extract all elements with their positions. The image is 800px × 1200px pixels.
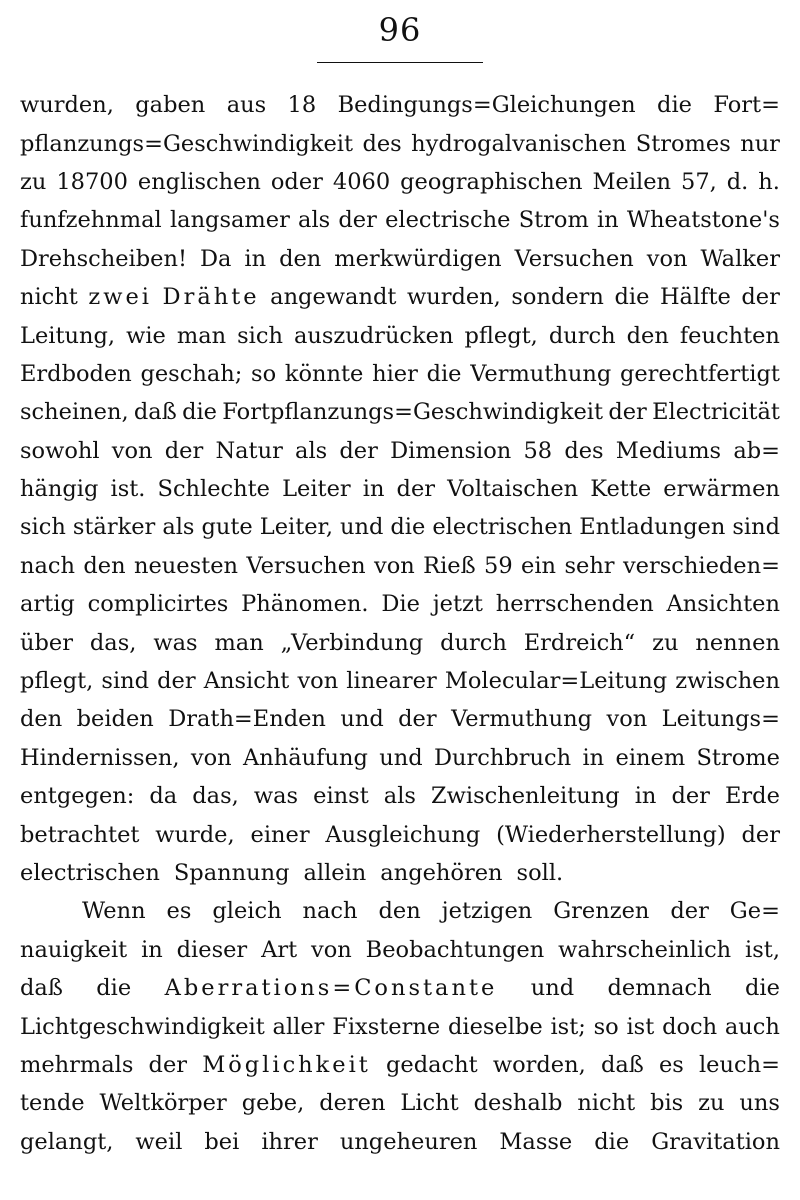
word: Ausgleichung xyxy=(325,821,481,848)
word: hydrogalvanischen xyxy=(411,130,627,157)
word: Die xyxy=(381,591,420,618)
word: Voltaischen xyxy=(447,476,579,503)
word: pflegt, xyxy=(464,322,538,349)
word: ungeheuren xyxy=(339,1128,478,1155)
word: h. xyxy=(758,168,780,195)
word: Weltkörper xyxy=(99,1090,227,1117)
word: tende xyxy=(20,1090,85,1117)
word: der xyxy=(157,668,196,695)
word: entgegen: xyxy=(20,783,135,810)
word: des xyxy=(362,130,402,157)
word: sich xyxy=(20,514,66,541)
word: was xyxy=(153,629,198,656)
word: Spannung xyxy=(173,860,290,886)
word: langsamer xyxy=(169,207,290,234)
word: pflanzungs=Geschwindigkeit xyxy=(20,130,354,157)
word: Art xyxy=(261,936,298,963)
word: als xyxy=(298,207,331,234)
word: von xyxy=(190,744,232,771)
word: der xyxy=(671,783,710,810)
word: jetzigen xyxy=(441,898,533,925)
text-line xyxy=(20,1084,780,1122)
word: nennen xyxy=(695,629,780,656)
text-line xyxy=(20,1123,780,1161)
word: 57, xyxy=(681,168,717,195)
word: und xyxy=(340,514,384,541)
word: Schlechte xyxy=(157,476,270,503)
word: Grenzen xyxy=(553,898,650,925)
word: 59 xyxy=(484,552,513,579)
word: leuch= xyxy=(698,1051,780,1078)
word: Bedingungs=Gleichungen xyxy=(337,92,636,119)
word: sondern xyxy=(511,284,604,311)
word: uns xyxy=(739,1090,780,1117)
word: sowohl xyxy=(20,437,100,464)
word: daß xyxy=(600,1051,644,1078)
word: des xyxy=(564,437,604,464)
word: ist xyxy=(626,1013,655,1040)
text-line xyxy=(20,278,780,316)
word: betrachtet xyxy=(20,821,140,848)
word: Kette xyxy=(590,476,652,503)
word: es xyxy=(166,898,192,925)
word: complicirtes xyxy=(87,591,229,618)
word: electrische xyxy=(385,207,511,234)
word: 18 xyxy=(287,92,317,119)
word: Drath=Enden xyxy=(168,706,326,733)
word: demnach xyxy=(607,975,712,1002)
word: gedacht xyxy=(386,1051,478,1078)
word: als xyxy=(162,514,195,541)
word: angehören xyxy=(380,860,503,886)
word: die xyxy=(657,92,692,119)
word: ihrer xyxy=(261,1128,318,1155)
word: Ge= xyxy=(729,898,780,925)
word: nicht xyxy=(577,1090,636,1117)
word: zwischen xyxy=(675,668,780,695)
word: zwei xyxy=(88,284,152,311)
word: Hindernissen, xyxy=(20,744,180,771)
text-line xyxy=(20,432,780,470)
word: könnte xyxy=(284,360,364,387)
word: Mediums xyxy=(615,437,722,464)
word: Electricität xyxy=(652,399,780,426)
word: der xyxy=(398,706,437,733)
word: den xyxy=(20,706,63,733)
word: und xyxy=(340,706,384,733)
word: Licht xyxy=(400,1090,459,1117)
text-line xyxy=(20,969,780,1007)
word: die xyxy=(390,514,426,541)
text-line xyxy=(20,547,780,585)
word: Erdreich“ xyxy=(523,629,636,656)
word: Ansichten xyxy=(666,591,780,618)
word: soll. xyxy=(516,860,564,886)
word: Masse xyxy=(499,1128,573,1155)
word: ab= xyxy=(733,437,780,464)
word: Ansicht xyxy=(203,668,290,695)
word: Erdboden xyxy=(20,360,132,387)
word: ein xyxy=(521,552,557,579)
word: Da xyxy=(199,245,232,272)
word: stärker xyxy=(72,514,156,541)
word: von xyxy=(646,245,688,272)
text-line xyxy=(20,700,780,738)
word: Natur xyxy=(215,437,283,464)
text-line xyxy=(20,854,780,892)
word: über xyxy=(20,629,73,656)
word: wie xyxy=(126,322,166,349)
word: neuesten xyxy=(134,552,239,579)
word: nauigkeit xyxy=(20,936,128,963)
word: Vermuthung xyxy=(470,360,612,387)
word: einem xyxy=(615,744,686,771)
word: ist. xyxy=(110,476,146,503)
word: der xyxy=(608,399,647,426)
word: daß xyxy=(133,399,177,426)
text-line xyxy=(20,86,780,124)
word: das, xyxy=(89,629,137,656)
word: den xyxy=(378,898,421,925)
word: Leitungs= xyxy=(661,706,780,733)
word: Hälfte xyxy=(659,284,731,311)
word: zu xyxy=(652,629,679,656)
word: deshalb xyxy=(473,1090,563,1117)
word: auch xyxy=(724,1013,780,1040)
word: Strom xyxy=(518,207,589,234)
word: nach xyxy=(302,898,358,925)
word: jetzt xyxy=(432,591,483,618)
word: (Wiederherstellung) xyxy=(496,821,726,848)
word: Entladungen xyxy=(579,514,726,541)
word: von xyxy=(606,706,648,733)
word: feuchten xyxy=(679,322,780,349)
word: sind xyxy=(101,668,150,695)
text-line xyxy=(20,777,780,815)
word: nicht xyxy=(20,284,78,311)
word: nach xyxy=(20,552,75,579)
text-line xyxy=(20,1046,780,1084)
word: Fortpflanzungs=Geschwindigkeit xyxy=(222,399,604,426)
word: Vermuthung xyxy=(451,706,593,733)
word: Drehscheiben! xyxy=(20,245,188,272)
word: scheinen, xyxy=(20,399,129,426)
word: der xyxy=(396,476,436,503)
text-line xyxy=(20,316,780,354)
word: durch xyxy=(440,629,507,656)
word: den xyxy=(626,322,669,349)
word: electrischen xyxy=(20,860,160,886)
text-line xyxy=(20,1007,780,1045)
text-line xyxy=(20,892,780,930)
word: und xyxy=(379,744,423,771)
word: die xyxy=(594,1128,630,1155)
word: von xyxy=(297,668,339,695)
word: in xyxy=(596,207,619,234)
body-text xyxy=(20,86,780,1161)
text-line xyxy=(20,739,780,777)
word: man xyxy=(176,322,227,349)
word: bis xyxy=(650,1090,684,1117)
word: Phänomen. xyxy=(241,591,369,618)
word: mehrmals xyxy=(20,1051,134,1078)
word: dieselbe xyxy=(447,1013,543,1040)
word: Versuchen xyxy=(514,245,634,272)
word: sind xyxy=(732,514,780,541)
word: Möglichkeit xyxy=(202,1051,371,1078)
word: gute xyxy=(201,514,253,541)
text-line xyxy=(20,240,780,278)
word: der xyxy=(338,207,377,234)
word: die xyxy=(426,360,462,387)
word: Zwischenleitung xyxy=(431,783,620,810)
word: allein xyxy=(303,860,367,886)
word: Leiter, xyxy=(259,514,333,541)
word: Strome xyxy=(696,744,780,771)
word: wahrscheinlich xyxy=(558,936,732,963)
word: gelangt, xyxy=(20,1128,114,1155)
word: so xyxy=(251,360,277,387)
word: gerechtfertigt xyxy=(619,360,780,387)
word: verschieden= xyxy=(622,552,780,579)
word: herrschenden xyxy=(495,591,654,618)
word: Rieß xyxy=(423,552,476,579)
word: doch xyxy=(662,1013,718,1040)
word: man xyxy=(214,629,264,656)
word: in xyxy=(141,936,163,963)
word: sich xyxy=(237,322,283,349)
word: Dimension xyxy=(390,437,512,464)
word: worden, xyxy=(492,1051,586,1078)
text-line xyxy=(20,931,780,969)
text-line xyxy=(20,355,780,393)
word: in xyxy=(582,744,605,771)
word: Leiter xyxy=(282,476,351,503)
word: ist, xyxy=(745,936,780,963)
word: weil xyxy=(135,1128,183,1155)
word: das, xyxy=(192,783,239,810)
word: wurden, xyxy=(20,92,114,119)
page-number: 96 xyxy=(378,11,422,49)
word: auszudrücken xyxy=(293,322,454,349)
text-line xyxy=(20,662,780,700)
word: den xyxy=(83,552,126,579)
word: Lichtgeschwindigkeit xyxy=(20,1013,265,1040)
word: der xyxy=(741,821,780,848)
word: Walker xyxy=(700,245,780,272)
word: gleich xyxy=(212,898,282,925)
word: nur xyxy=(740,130,780,157)
word: einer xyxy=(250,821,310,848)
word: aller xyxy=(272,1013,325,1040)
word: sehr xyxy=(564,552,615,579)
word: angewandt xyxy=(270,284,397,311)
text-line xyxy=(20,163,780,201)
word: hier xyxy=(372,360,418,387)
word: „Verbindung xyxy=(280,629,424,656)
word: in xyxy=(634,783,657,810)
text-line xyxy=(20,623,780,661)
word: Aberrations=Constante xyxy=(164,975,498,1002)
word: Drähte xyxy=(162,284,260,311)
word: von xyxy=(374,552,415,579)
word: wurde, xyxy=(155,821,235,848)
word: Molecular=Leitung xyxy=(444,668,668,695)
text-line xyxy=(20,815,780,853)
word: der xyxy=(741,284,780,311)
word: geschah; xyxy=(140,360,243,387)
word: zu xyxy=(698,1090,725,1117)
word: von xyxy=(311,936,352,963)
word: Beobachtungen xyxy=(365,936,545,963)
word: deren xyxy=(319,1090,386,1117)
word: englischen xyxy=(137,168,261,195)
word: wurden, xyxy=(406,284,501,311)
word: der xyxy=(339,437,378,464)
word: Versuchen xyxy=(246,552,366,579)
word: die xyxy=(614,284,650,311)
word: Leitung, xyxy=(20,322,116,349)
word: gaben xyxy=(135,92,206,119)
word: und xyxy=(530,975,575,1002)
word: zu xyxy=(20,168,47,195)
word: die xyxy=(745,975,780,1002)
word: in xyxy=(244,245,267,272)
word: von xyxy=(111,437,153,464)
word: der xyxy=(164,437,204,464)
header-rule xyxy=(317,62,483,63)
word: da xyxy=(149,783,178,810)
text-line xyxy=(20,470,780,508)
word: erwärmen xyxy=(663,476,780,503)
word: der xyxy=(148,1051,188,1078)
word: in xyxy=(362,476,385,503)
word: Gravitation xyxy=(651,1128,780,1155)
word: einst xyxy=(313,783,369,810)
text-line xyxy=(20,508,780,546)
word: was xyxy=(253,783,299,810)
word: electrischen xyxy=(432,514,573,541)
word: gebe, xyxy=(241,1090,305,1117)
word: Erde xyxy=(724,783,780,810)
word: dieser xyxy=(176,936,248,963)
word: als xyxy=(383,783,416,810)
word: merkwürdigen xyxy=(334,245,502,272)
word: den xyxy=(279,245,322,272)
word: beiden xyxy=(76,706,154,733)
word: oder xyxy=(270,168,323,195)
word: als xyxy=(295,437,328,464)
word: Durchbruch xyxy=(433,744,572,771)
word: Stromes xyxy=(635,130,731,157)
word: der xyxy=(670,898,709,925)
word: Wenn xyxy=(82,898,146,925)
word: linearer xyxy=(346,668,437,695)
text-line xyxy=(20,124,780,162)
word: durch xyxy=(548,322,616,349)
word: bei xyxy=(204,1128,240,1155)
word: artig xyxy=(20,591,75,618)
text-line xyxy=(20,585,780,623)
word: d. xyxy=(726,168,749,195)
word: die xyxy=(182,399,217,426)
word: es xyxy=(658,1051,684,1078)
word: Wheatstone's xyxy=(626,207,780,234)
word: aus xyxy=(226,92,267,119)
word: die xyxy=(96,975,132,1002)
word: pflegt, xyxy=(20,668,94,695)
word: daß xyxy=(20,975,63,1002)
text-line xyxy=(20,393,780,431)
word: hängig xyxy=(20,476,99,503)
word: 58 xyxy=(523,437,553,464)
word: Anhäufung xyxy=(243,744,368,771)
word: ist; xyxy=(550,1013,586,1040)
word: so xyxy=(593,1013,619,1040)
text-line xyxy=(20,201,780,239)
word: 4060 xyxy=(332,168,391,195)
word: Fixsterne xyxy=(332,1013,441,1040)
word: Fort= xyxy=(713,92,780,119)
word: geographischen xyxy=(400,168,583,195)
word: 18700 xyxy=(56,168,128,195)
word: funfzehnmal xyxy=(20,207,162,234)
word: Meilen xyxy=(592,168,672,195)
